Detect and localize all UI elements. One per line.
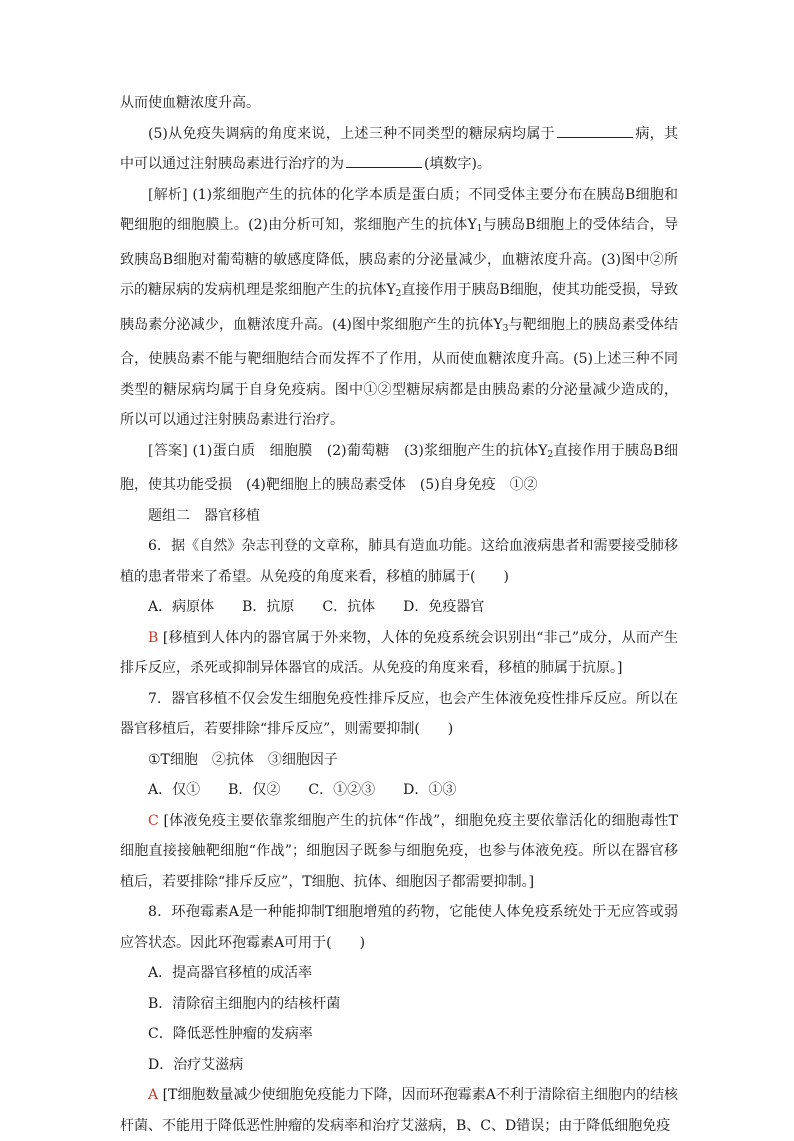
- question-8-option-a: A．提高器官移植的成活率: [148, 965, 313, 981]
- question-8: 8．环孢霉素A是一种能抑制T细胞增殖的药物，它能使人体免疫系统处于无应答或弱应答状态。因此环孢霉素A可用于( ): [120, 904, 678, 951]
- question-8-option-d: D．治疗艾滋病: [148, 1056, 244, 1073]
- question-6-options: A．病原体 B．抗原 C．抗体 D．免疫器官: [148, 599, 485, 615]
- answer-paragraph: [答案] (1)蛋白质 细胞膜 (2)葡萄糖 (3)浆细胞产生的抗体$Y_2$直接作用于胰岛B细胞，使其功能受损 (4)靶细胞上的胰岛素受体 (5)自身免疫 ①②: [120, 442, 678, 493]
- section-heading: 题组二 器官移植: [148, 507, 260, 524]
- answer-blank[interactable]: [346, 153, 422, 168]
- question-8-option-b: B．清除宿主细胞内的结核杆菌: [148, 995, 341, 1012]
- analysis-tag: [解析]: [148, 186, 188, 203]
- question-7: 7．器官移植不仅会发生细胞免疫性排斥反应，也会产生体液免疫性排斥反应。所以在器官移植后，若要排除“排斥反应”，则需要抑制( ): [120, 690, 678, 737]
- question-6-explanation: B [移植到人体内的器官属于外来物，人体的免疫系统会识别出“非己”成分，从而产生排斥反应，杀死或抑制异体器官的成活。从免疫的角度来看，移植的肺属于抗原。]: [120, 629, 679, 676]
- answer-letter: C: [148, 812, 159, 829]
- question-8-option-c: C．降低恶性肿瘤的发病率: [148, 1026, 313, 1042]
- question-7-items: ①T细胞 ②抗体 ③细胞因子: [148, 751, 338, 768]
- question-7-explanation: C [体液免疫主要依靠浆细胞产生的抗体“作战”，细胞免疫主要依靠活化的细胞毒性T细胞直接接触靶细胞“作战”；细胞因子既参与细胞免疫，也参与体液免疫。所以在器官移植后，若要排除“排斥反应”，T细胞、抗体、细胞因子都需要抑制。]: [120, 812, 678, 890]
- analysis-paragraph: [解析] (1)浆细胞产生的抗体的化学本质是蛋白质；不同受体主要分布在胰岛B细胞和靶细胞的细胞膜上。(2)由分析可知，浆细胞产生的抗体$Y_1$与胰岛B细胞上的受体结合，导致胰岛B细胞对葡萄糖的敏感度降低，胰岛素的分泌量减少，血糖浓度升高。(3)图中②所示的糖尿病的发病机理是浆细胞产生的抗体$Y_2$直接作用于胰岛B细胞，使其功能受损，导致胰岛素分泌减少，血糖浓度升高。(4)图中浆细胞产生的抗体$Y_3$与靶细胞上的胰岛素受体结合，使胰岛素不能与靶细胞结合而发挥不了作用，从而使血糖浓度升高。(5)上述三种不同类型的糖尿病均属于自身免疫病。图中①②型糖尿病都是由胰岛素的分泌量减少造成的，所以可以通过注射胰岛素进行治疗。: [120, 186, 678, 428]
- text-line: 从而使血糖浓度升高。: [120, 95, 260, 111]
- question-6: 6．据《自然》杂志刊登的文章称，肺具有造血功能。这给血液病患者和需要接受肺移植的患者带来了希望。从免疫的角度来看，移植的肺属于( ): [120, 538, 678, 585]
- question-8-explanation: A [T细胞数量减少使细胞免疫能力下降，因而环孢霉素A不利于清除宿主细胞内的结核杆菌、不能用于降低恶性肿瘤的发病率和治疗艾滋病，B、C、D错误；由于降低细胞免疫: [120, 1087, 678, 1134]
- answer-letter: A: [148, 1087, 159, 1103]
- document-page: [120, 88, 678, 1141]
- answer-letter: B: [148, 629, 159, 646]
- answer-blank[interactable]: [557, 123, 633, 138]
- question-5: (5)从免疫失调病的角度来说，上述三种不同类型的糖尿病均属于 病，其中可以通过注射胰岛素进行治疗的为 (填数字)。: [120, 119, 678, 180]
- question-7-options: A．仅① B．仅② C．①②③ D．①③: [148, 782, 457, 798]
- answer-tag: [答案]: [148, 442, 188, 459]
